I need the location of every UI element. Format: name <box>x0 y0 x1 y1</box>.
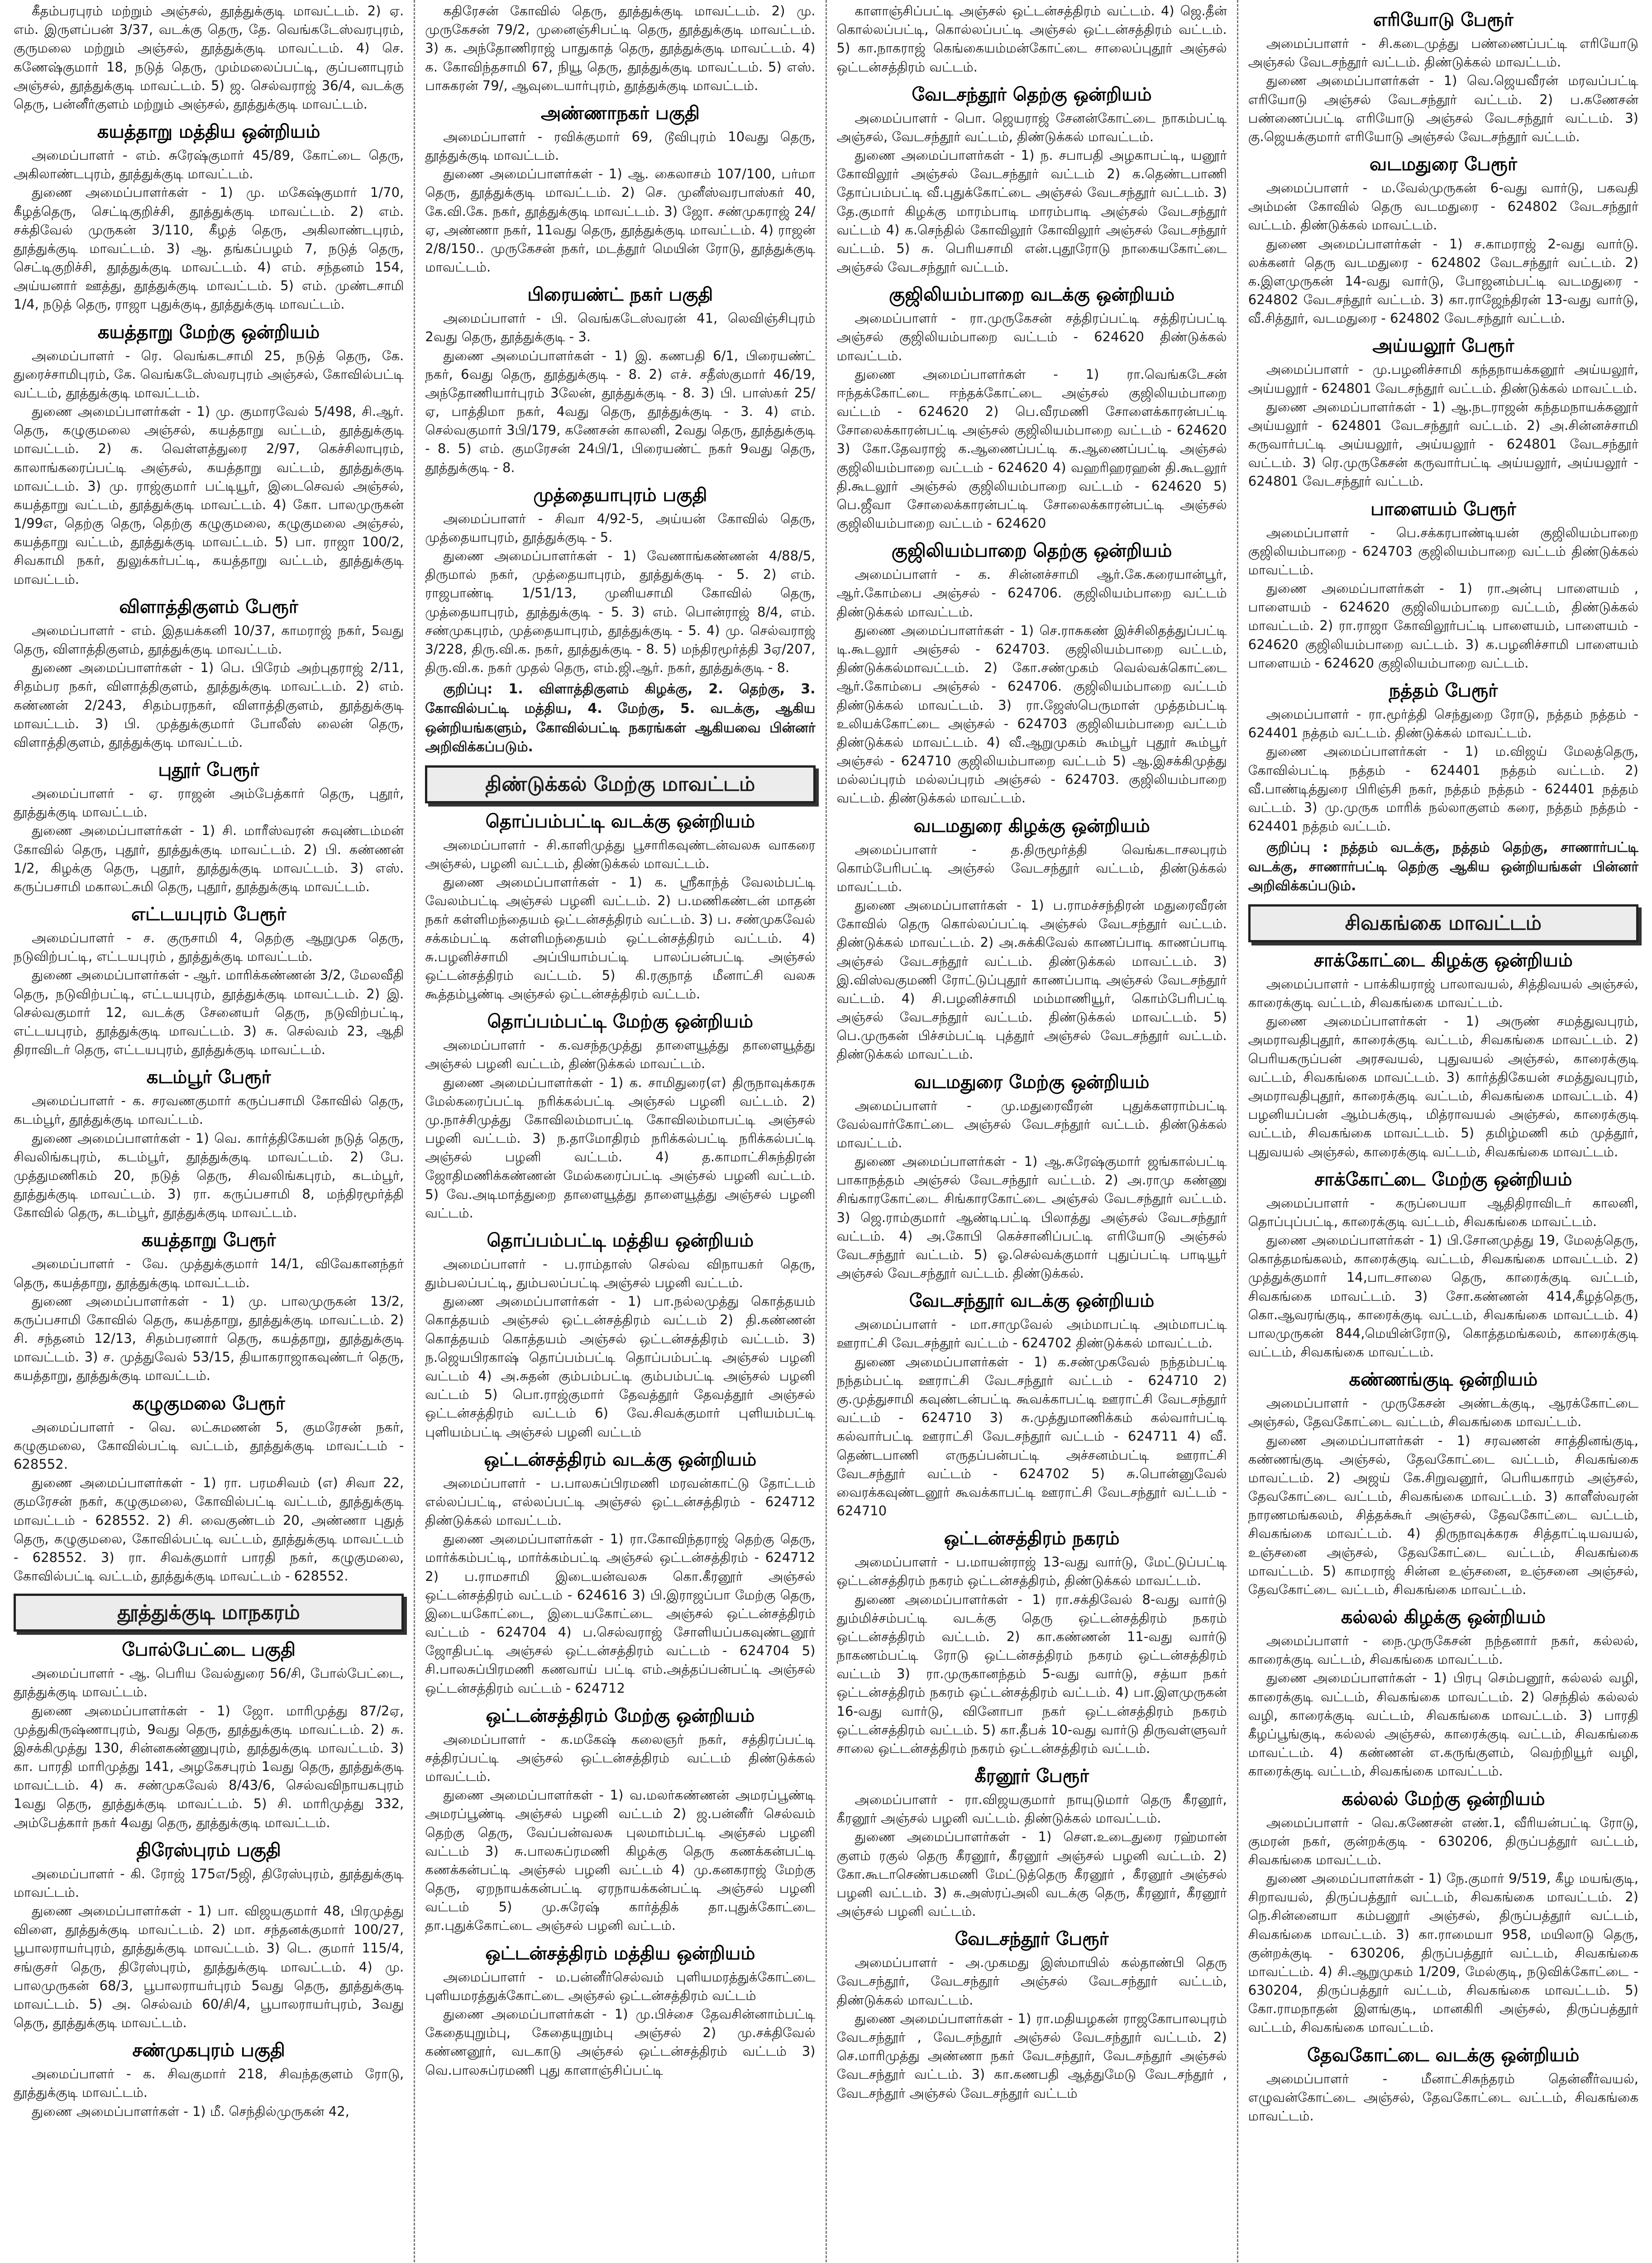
section <box>1248 497 1638 673</box>
body-paragraph: துணை அமைப்பாளர்கள் - 1) சரவணன் சாத்தினங்குடி, கண்ணங்குடி அஞ்சல், தேவகோட்டை வட்டம், சிவகங்கை மாவட்டம். 2) அஜய் கே.சிறுவனூர், பெரியகாரம் அஞ்சல், தேவகோட்டை வட்டம், சிவகங்கை மாவட்டம். 3) காளீஸ்வரன் நாரணமங்கலம், சித்தக்கூர் அஞ்சல், தேவகோட்டை வட்டம், சிவகங்கை மாவட்டம். 4) திருநாவுக்கரசு சித்தாட்டியவயல், உஞ்சனை அஞ்சல், தேவகோட்டை வட்டம், சிவகங்கை மாவட்டம். 5) காமராஜ் சின்ன உஞ்சனை, உஞ்சனை அஞ்சல், தேவகோட்டை வட்டம், சிவகங்கை மாவட்டம். <box>1248 1432 1638 1597</box>
body-paragraph: துணை அமைப்பாளர்கள் - 1) இ. கணபதி 6/1, பிரையண்ட் நகர், 6வது தெரு, தூத்துக்குடி - 8. 2) எச். சதீஸ்குமார் 46/19, அந்தோணியார்புரம் 3லேன், தூத்துக்குடி - 8. 3) பி. பாஸ்கர் 25/ஏ, பாத்திமா நகர், 4வது தெரு, தூத்துக்குடி - 3. 4) எம். செல்வகுமார் 3பி/179, கணேசன் காலனி, 2வது தெரு, தூத்துக்குடி - 8. 5) எம். குமரேசன் 24பி/1, பிரையண்ட் நகர் 9வது தெரு, தூத்துக்குடி - 8. <box>425 348 816 475</box>
section <box>425 810 815 1004</box>
section <box>425 1704 815 1935</box>
body-paragraph: துணை அமைப்பாளர்கள் - 1) சி. மாரீஸ்வரன் சுவுண்டம்மன் கோவில் தெரு, புதூர், தூத்துக்குடி மாவட்டம். 2) பி. கண்ணன் 1/2, கிழக்கு தெரு, புதூர், தூத்துக்குடி மாவட்டம். 3) எஸ். கருப்பசாமி மகாலட்சுமி தெரு, புதூர், தூத்துக்குடி மாவட்டம். <box>14 823 404 894</box>
body-paragraph: துணை அமைப்பாளர்கள் - 1) பி.சோனமுத்து 19, மேலத்தெரு, கொத்தமங்கலம், காரைக்குடி வட்டம், சிவகங்கை மாவட்டம். 2) முத்துக்குமார் 14,பாடசாலை தெரு, காரைக்குடி வட்டம், சிவகங்கை மாவட்டம். 3) சோ.கண்ணன் 414,கீழத்தெரு, கொ.ஆவரங்குடி, காரைக்குடி வட்டம், சிவகங்கை மாவட்டம். 4) பாலமுருகன் 844,மெயின்ரோடு, கொத்தமங்கலம், காரைக்குடி வட்டம், சிவகங்கை மாவட்டம். <box>1248 1232 1638 1360</box>
body-paragraph: அமைப்பாளர் - சி.கடைமுத்து பண்ணைப்பட்டி எரியோடு அஞ்சல் வேடசந்தூர் வட்டம். திண்டுக்கல் மாவட்டம். <box>1248 36 1638 70</box>
body-paragraph: துணை அமைப்பாளர்கள் - 1) வெ. கார்த்திகேயன் நடுத் தெரு, சிவலிங்கபுரம், கடம்பூர், தூத்துக்குடி மாவட்டம். 2) பே. முத்துமணிகம் 20, நடுத் தெரு, சிவலிங்கபுரம், கடம்பூர், தூத்துக்குடி மாவட்டம். 3) ரா. கருப்பசாமி 8, மந்திரமூர்த்தி கோவில் தெரு, கடம்பூர், தூத்துக்குடி மாவட்டம். <box>14 1130 404 1221</box>
body-paragraph: துணை அமைப்பாளர்கள் - 1) க. சாமிதுரை(எ) திருநாவுக்கரசு மேல்கரைப்பட்டி நரிக்கல்பட்டி அஞ்சல் பழனி வட்டம். 2) மு.நாச்சிமுத்து கோவிலம்மாபட்டி கோவிலம்மாபட்டி அஞ்சல் பழனி வட்டம். 3) ந.தாமோதிரம் நரிக்கல்பட்டி நரிக்கல்பட்டி அஞ்சல் பழனி வட்டம். 4) த.காமாட்சிசுந்திரன் ஜோதிமணிக்கண்ணன் மேல்கரைப்பட்டி அஞ்சல் பழனி வட்டம். 5) வே.அடிமாத்துறை தாளையூத்து தாளையூத்து அஞ்சல் பழனி வட்டம். <box>425 1074 816 1221</box>
body-paragraph: அமைப்பாளர் - ம.பன்னீர்செல்வம் புளியமரத்துக்கோட்டை புளியமரத்துக்கோட்டை அஞ்சல் ஒட்டன்சத்திரம் வட்டம் <box>425 1969 816 2003</box>
body-paragraph: அமைப்பாளர் - வே. முத்துக்குமார் 14/1, விவேகானந்தர் தெரு, கயத்தாறு, தூத்துக்குடி மாவட்டம். <box>14 1256 404 1290</box>
section-heading: வேடசந்தூர் பேரூர் <box>955 1929 1109 1950</box>
body-paragraph: அமைப்பாளர் - ப.பாலசுப்பிரமணி மரவன்காட்டு தோட்டம் எல்லப்பட்டி, எல்லப்பட்டி அஞ்சல் ஒட்டன்சத்திரம் - 624712 திண்டுக்கல் மாவட்டம். <box>425 1475 816 1528</box>
section <box>14 1392 404 1586</box>
section <box>425 283 815 477</box>
section-heading: அண்ணாநகர் பகுதி <box>540 102 700 124</box>
body-paragraph: அமைப்பாளர் - வெ.கணேசன் எண்.1, வீரியன்பட்டி ரோடு, குமரன் நகர், குன்றக்குடி - 630206, திருப்பத்தூர் வட்டம், சிவகங்கை மாவட்டம். <box>1248 1814 1638 1867</box>
section <box>1248 1787 1638 2037</box>
column-3 <box>826 0 1237 2263</box>
body-paragraph: துணை அமைப்பாளர்கள் - 1) பா.நல்லமுத்து கொத்தயம் கொத்தயம் அஞ்சல் ஒட்டன்சத்திரம் வட்டம் 2) தி.கண்ணன் கொத்தயம் கொத்தயம் அஞ்சல் ஒட்டன்சத்திரம் வட்டம். 3) ந.ஜெயபிரகாஷ் தொப்பம்பட்டி தொப்பம்பட்டி அஞ்சல் பழனி வட்டம் 4) அ.சுதன் கும்பம்பட்டி கும்பம்பட்டி அஞ்சல் பழனி வட்டம் 5) பொ.ராஜ்குமார் தேவத்தூர் தேவத்தூர் அஞ்சல் ஒட்டன்சத்திரம் வட்டம் 6) வே.சிவக்குமார் புளியம்பட்டி புளியம்பட்டி அஞ்சல் பழனி வட்டம் <box>425 1294 816 1440</box>
section <box>1248 838 1638 896</box>
body-paragraph: அமைப்பாளர் - பாக்கியராஜ் பாலாவயல், சித்திவயல் அஞ்சல், காரைக்குடி வட்டம், சிவகங்கை மாவட்டம். <box>1248 976 1638 1011</box>
section <box>1248 949 1638 1161</box>
section-heading: விளாத்திகுளம் பேரூர் <box>119 596 298 617</box>
body-paragraph: அமைப்பாளர் - ரா.விஜயகுமார் நாயுடுமார் தெரு கீரனூர், கீரனூர் அஞ்சல் பழனி வட்டம். திண்டுக்கல் மாவட்டம். <box>836 1792 1227 1826</box>
body-paragraph: அமைப்பாளர் - ப.ராம்தாஸ் செல்வ விநாயகர் தெரு, தும்பலப்பட்டி, தும்பலப்பட்டி அஞ்சல் பழனி வட்டம். <box>425 1256 816 1291</box>
body-paragraph: துணை அமைப்பாளர்கள் - 1) க.சண்முகவேல் நந்தம்பட்டி நந்தம்பட்டி ஊராட்சி வேடசந்தூர் வட்டம் - 624710 2) கு.முத்துசாமி கவுண்டன்பட்டி கூவக்காபட்டி ஊராட்சி வேடசந்தூர் வட்டம் - 624710 3) சு.முத்துமாணிக்கம் கல்வார்பட்டி கல்வார்பட்டி ஊராட்சி வேடசந்தூர் வட்டம் - 624711 4) வீ. தெண்டபாணி எருதப்பன்பட்டி அச்சனம்பட்டி ஊராட்சி வேடசந்தூர் வட்டம் - 624702 5) சு.பொன்னுவேல் வைரக்கவுண்டனூர் கூவக்காபட்டி ஊராட்சி வேடசந்தூர் வட்டம் - 624710 <box>836 1354 1227 1519</box>
section <box>14 1228 404 1385</box>
section <box>1248 1168 1638 1362</box>
section <box>14 1838 404 2033</box>
section <box>425 1448 815 1698</box>
body-paragraph: துணை அமைப்பாளர்கள் - 1) பெ. பிரேம் அற்புதராஜ் 2/11, சிதம்பர நகர், விளாத்திகுளம், தூத்துக்குடி மாவட்டம். 2) எம். கண்ணன் 2/243, சிதம்பரநகர், விளாத்திகுளம், தூத்துக்குடி மாவட்டம். 3) பி. முத்துக்குமார் போலீஸ் லைன் தெரு, விளாத்திகுளம், தூத்துக்குடி மாவட்டம். <box>14 660 404 750</box>
body-paragraph: அமைப்பாளர் - ச. குருசாமி 4, தெற்கு ஆறுமுக தெரு, நடுவிற்பட்டி, எட்டயபுரம் , தூத்துக்குடி மாவட்டம். <box>14 930 404 964</box>
section <box>425 483 815 678</box>
section <box>837 1927 1227 2102</box>
body-paragraph: அமைப்பாளர் - மீனாட்சிசுந்தரம் தென்னீர்வயல், எழுவன்கோட்டை அஞ்சல், தேவகோட்டை வட்டம், சிவகங்கை மாவட்டம். <box>1248 2071 1638 2124</box>
section-heading: பிரையண்ட் நகர் பகுதி <box>527 284 713 306</box>
section <box>837 283 1227 533</box>
body-paragraph: துணை அமைப்பாளர்கள் - 1) ஜோ. மாரிமுத்து 87/2ஏ, முத்துகிருஷ்ணாபுரம், 9வது தெரு, தூத்துக்குடி மாவட்டம். 2) சு. இசக்கிமுத்து 130, சின்னகண்ணுபுரம், தூத்துக்குடி மாவட்டம். 3) கா. பாரதி மாரிமுத்து 141, அழகேசபுரம் 1வது தெரு, தூத்துக்குடி மாவட்டம். 4) சு. சண்முகவேல் 8/43/6, செல்வவிநாயகபுரம் 1வது தெரு, தூத்துக்குடி மாவட்டம். 5) சி. மாரிமுத்து 332, அம்பேத்கார் நகர் 4வது தெரு, தூத்துக்குடி மாவட்டம். <box>14 1703 404 1830</box>
section <box>14 595 404 752</box>
section-heading: ஒட்டன்சத்திரம் நகரம் <box>944 1528 1120 1549</box>
section-heading: முத்தையாபுரம் பகுதி <box>533 484 707 506</box>
body-paragraph: அமைப்பாளர் - ஏ. ராஜன் அம்பேத்கார் தெரு, புதூர், தூத்துக்குடி மாவட்டம். <box>14 786 404 820</box>
section-heading: ஒட்டன்சத்திரம் மத்திய ஒன்றியம் <box>485 1943 755 1964</box>
section-heading: கழுகுமலை பேரூர் <box>132 1393 285 1414</box>
district-banner: தூத்துக்குடி மாநகரம் <box>14 1594 404 1632</box>
section <box>1248 2043 1638 2126</box>
section-heading: புதூர் பேரூர் <box>158 759 259 781</box>
section-heading: தொப்பம்பட்டி மேற்கு ஒன்றியம் <box>487 1011 754 1032</box>
section <box>14 2 404 114</box>
column-4 <box>1237 0 1648 2263</box>
section <box>425 2 815 95</box>
section-heading: பாளையம் பேரூர் <box>1370 498 1516 520</box>
section <box>14 320 404 589</box>
section-heading: கீரனூர் பேரூர் <box>974 1766 1089 1787</box>
body-paragraph: அமைப்பாளர் - எம். இதயக்கனி 10/37, காமராஜ் நகர், 5வது தெரு, விளாத்திகுளம், தூத்துக்குடி மாவட்டம். <box>14 622 404 657</box>
section-heading: எட்டயபுரம் பேரூர் <box>131 904 286 925</box>
body-paragraph: துணை அமைப்பாளர்கள் - 1) ரா. பரமசிவம் (எ) சிவா 22, குமரேசன் நகர், கழுகுமலை, கோவில்பட்டி வட்டம், தூத்துக்குடி மாவட்டம் - 628552. 2) சி. வைகுண்டம் 20, அண்ணா புதுத் தெரு, கழுகுமலை, கோவில்பட்டி வட்டம், தூத்துக்குடி மாவட்டம் - 628552. 3) ரா. சிவக்குமார் பாரதி நகர், கழுகுமலை, கோவில்பட்டி வட்டம், தூத்துக்குடி மாவட்டம் - 628552. <box>14 1475 404 1584</box>
section <box>1248 1605 1638 1781</box>
section-heading: கல்லல் மேற்கு ஒன்றியம் <box>1342 1788 1545 1809</box>
section <box>14 902 404 1059</box>
body-paragraph: துணை அமைப்பாளர்கள் - 1) வெ.ஜெயவீரன் மரவப்பட்டி எரியோடு அஞ்சல் வேடசந்தூர் வட்டம். 2) ப.கணேசன் பண்ணைப்பட்டி எரியோடு அஞ்சல் வேடசந்தூர் வட்டம். 3) கு.ஜெயக்குமார் எரியோடு அஞ்சல் வேடசந்தூர் வட்டம். <box>1248 73 1638 144</box>
body-paragraph: அமைப்பாளர் - பெ.சக்கரபாண்டியன் குஜிலியம்பாறை குஜிலியம்பாறை - 624703 குஜிலியம்பாறை வட்டம் திண்டுக்கல் மாவட்டம். <box>1248 525 1638 578</box>
body-paragraph: துணை அமைப்பாளர்கள் - 1) ரா.அன்பு பாளையம் , பாளையம் - 624620 குஜிலியம்பாறை வட்டம், திண்டுக்கல் மாவட்டம். 2) ரா.ராஜா கோவிலூர்பட்டி பாளையம், பாளையம் - 624620 குஜிலியம்பாறை வட்டம். 3) க.பழனிச்சாமி பாளையம் பாளையம் - 624620 குஜிலியம்பாறை வட்டம். <box>1248 581 1638 671</box>
section <box>1248 904 1638 942</box>
body-paragraph: அமைப்பாளர் - ரா.முருகேசன் சத்திரப்பட்டி சத்திரப்பட்டி அஞ்சல் குஜிலியம்பாறை வட்டம் - 624620 திண்டுக்கல் மாவட்டம். <box>836 310 1227 363</box>
section <box>425 1229 815 1442</box>
body-paragraph: அமைப்பாளர் - சி.காளிமுத்து பூசாரிகவுண்டன்வலசு வாகரை அஞ்சல், பழனி வட்டம், திண்டுக்கல் மாவட்டம். <box>425 837 816 871</box>
body-paragraph: துணை அமைப்பாளர்கள் - 1) மீ. செந்தில்முருகன் 42, <box>32 2103 349 2119</box>
body-paragraph: துணை அமைப்பாளர்கள் - 1) ரா.கோவிந்தராஜ் தெற்கு தெரு, மார்க்கம்பட்டி, மார்க்கம்பட்டி அஞ்சல் ஒட்டன்சத்திரம் - 624712 2) ப.ராமசாமி இடையன்வலசு கொ.கீரனூர் அஞ்சல் ஒட்டன்சத்திரம் வட்டம் - 624616 3) பி.இராஜப்பா மேற்கு தெரு, இடையகோட்டை, இடையகோட்டை அஞ்சல் ஒட்டன்சத்திரம் வட்டம் - 624704 4) ப.செல்வராஜ் சோளியப்பகவுண்டனூர் ஜோதிபட்டி அஞ்சல் ஒட்டன்சத்திரம் வட்டம் - 624704 5) சி.பாலசுப்பிரமணி கணவாய் பட்டி எம்.அத்தப்பன்பட்டி அஞ்சல் ஒட்டன்சத்திரம் வட்டம் - 624712 <box>425 1531 816 1696</box>
body-paragraph: துணை அமைப்பாளர்கள் - 1) ப.ராமச்சந்திரன் மதுரைவீரன் கோவில் தெரு கொல்லப்பட்டி அஞ்சல் வேடசந்தூர் வட்டம். திண்டுக்கல் மாவட்டம். 2) அ.சுக்கிவேல் காணப்பாடி காணப்பாடி அஞ்சல் வேடசந்தூர் வட்டம். திண்டுக்கல் மாவட்டம். 3) இ.விஸ்வகுமணி ரோட்டுப்புதூர் காணப்பாடி அஞ்சல் வேடசந்தூர் வட்டம். 4) சி.பழனிச்சாமி மம்மாணியூர், கொம்பேரிபட்டி அஞ்சல் வேடசந்தூர் வட்டம். திண்டுக்கல் மாவட்டம். 5) பெ.முருகன் பிச்சம்பட்டி புத்தூர் அஞ்சல் வேடசந்தூர் வட்டம். திண்டுக்கல் மாவட்டம். <box>836 898 1227 1062</box>
section-heading: வடமதுரை மேற்கு ஒன்றியம் <box>914 1071 1150 1093</box>
body-paragraph: துணை அமைப்பாளர்கள் - 1) ரா.வெங்கடேசன் ஈந்தக்கோட்டை ஈந்தக்கோட்டை அஞ்சல் குஜிலியம்பாறை வட்டம் - 624620 2) பெ.வீரமணி சோளைக்காரன்பட்டி சோலைக்காரன்பட்டி அஞ்சல் குஜிலியம்பாறை வட்டம் - 624620 3) கோ.தேவராஜ் க.ஆணைப்பட்டி க.ஆணைப்பட்டி அஞ்சல் குஜிலியம்பாறை வட்டம் - 624620 4) வஹரிஹரஹன் தி.கூடலூர் தி.கூடலூர் அஞ்சல் குஜிலியம்பாறை வட்டம் - 624620 5) பெ.ஜீவா சோலைக்காரன்பட்டி சோலைக்காரன்பட்டி அஞ்சல் குஜிலியம்பாறை வட்டம் - 624620 <box>836 366 1227 531</box>
note-paragraph: குறிப்பு : நத்தம் வடக்கு, நத்தம் தெற்கு, சாணார்பட்டி வடக்கு, சாணார்பட்டி தெற்கு ஆகிய ஒன்றியங்கள் பின்னர் அறிவிக்கப்படும். <box>1248 840 1638 894</box>
section-heading: போல்பேட்டை பகுதி <box>122 1639 296 1661</box>
section <box>1248 334 1638 491</box>
section <box>1248 1368 1638 1599</box>
body-paragraph: அமைப்பாளர் - க. சிவகுமார் 218, சிவந்தகுளம் ரோடு, தூத்துக்குடி மாவட்டம். <box>14 2066 404 2101</box>
body-paragraph: துணை அமைப்பாளர்கள் - 1) ரா.சக்திவேல் 8-வது வார்டு தும்மிச்சம்பட்டி வடக்கு தெரு ஒட்டன்சத்திரம் நகரம் ஒட்டன்சத்திரம் வட்டம். 2) கா.கண்ணன் 11-வது வார்டு நாகணம்பட்டி ரோடு ஒட்டன்சத்திரம் நகரம் ஒட்டன்சத்திரம் வட்டம் 3) ரா.முருகானந்தம் 5-வது வார்டு, சத்யா நகர் ஒட்டன்சத்திரம் நகரம் ஒட்டன்சத்திரம் வட்டம். 4) பா.இளமுருகன் 16-வது வார்டு, வினோபா நகர் ஒட்டன்சத்திரம் நகரம் ஒட்டன்சத்திரம் வட்டம். 5) கா.தீபக் 10-வது வார்டு திருவள்ளுவர் சாலை ஒட்டன்சத்திரம் நகரம் ஒட்டன்சத்திரம் வட்டம். <box>836 1591 1227 1756</box>
body-paragraph: துணை அமைப்பாளர்கள் - 1) ச.காமராஜ் 2-வது வார்டு. லக்கனர் தெரு வடமதுரை - 624802 வேடசந்தூர் வட்டம். 2) க.இளமுருகன் 14-வது வார்டு, போஜனம்பட்டி வடமதுரை - 624802 வேடசந்தூர் வட்டம். 3) கா.ராஜேந்திரன் 13-வது வார்டு, வீ.சித்தூர், வடமதுரை - 624802 வேடசந்தூர் வட்டம். <box>1248 236 1638 326</box>
section-heading: வேடசந்தூர் வடக்கு ஒன்றியம் <box>909 1290 1155 1312</box>
body-paragraph: துணை அமைப்பாளர்கள் - 1) மு. மகேஷ்குமார் 1/70, கீழத்தெரு, செட்டிகுறிச்சி, தூத்துக்குடி மாவட்டம். 2) எம். சக்திவேல் முருகன் 3/110, கீழத் தெரு, அகிலாண்டபுரம், தூத்துக்குடி மாவட்டம். 3) ஆ. தங்கப்பழம் 7, நடுத் தெரு, செட்டிகுறிச்சி, தூத்துக்குடி மாவட்டம். 4) எம். சந்தனம் 154, அய்யனார் ஊத்து, தூத்துக்குடி மாவட்டம். 5) எம். முண்டசாமி 1/4, நடுத் தெரு, ராஜா புதுக்குடி, தூத்துக்குடி மாவட்டம். <box>14 185 404 312</box>
body-paragraph: அமைப்பாளர் - பொ. ஜெயராஜ் சேனன்கோட்டை நாகம்பட்டி அஞ்சல், வேடசந்தூர் வட்டம், திண்டுக்கல் மாவட்டம். <box>836 110 1227 144</box>
body-paragraph: அமைப்பாளர் - மு.பழனிச்சாமி கந்தநாயக்கனூர் அய்யலூர், அய்யலூர் - 624801 வேடசந்தூர் வட்டம். திண்டுக்கல் மாவட்டம். <box>1248 362 1638 396</box>
section-heading: வடமதுரை பேரூர் <box>1369 154 1517 175</box>
section <box>837 1289 1227 1520</box>
section-heading: அய்யலூர் பேரூர் <box>1372 335 1514 357</box>
body-paragraph: அமைப்பாளர் - வெ. லட்சுமணன் 5, குமரேசன் நகர், கழுகுமலை, கோவில்பட்டி வட்டம், தூத்துக்குடி மாவட்டம் - 628552. <box>14 1419 404 1472</box>
section <box>425 1942 815 2080</box>
section-heading: கல்லல் கிழக்கு ஒன்றியம் <box>1341 1607 1546 1628</box>
section <box>14 1638 404 1832</box>
body-paragraph: அமைப்பாளர் - த.திருமூர்த்தி வெங்கடாசலபுரம் கொம்பேரிபட்டி அஞ்சல் வேடசந்தூர் வட்டம், திண்டுக்கல் மாவட்டம். <box>836 841 1227 894</box>
section <box>837 1764 1227 1921</box>
column-2 <box>414 0 825 2263</box>
body-paragraph: அமைப்பாளர் - க. சரவணகுமார் கருப்பசாமி கோவில் தெரு, கடம்பூர், தூத்துக்குடி மாவட்டம். <box>14 1093 404 1127</box>
body-paragraph: துணை அமைப்பாளர்கள் - 1) ம.விஜய் மேலத்தெரு, கோவில்பட்டி நத்தம் - 624401 நத்தம் வட்டம். 2) வீ.பாண்டித்துரை பிரிஞ்சி நகர், நத்தம் நத்தம் - 624401 நத்தம் வட்டம். 3) மு.முருக மாரிக் நல்லாகுளம் கரை, நத்தம் நத்தம் - 624401 நத்தம் வட்டம். <box>1248 744 1638 834</box>
body-paragraph: துணை அமைப்பாளர்கள் - 1) அருண் சமத்துவபுரம், அமராவதிபுதூர், காரைக்குடி வட்டம், சிவகங்கை மாவட்டம். 2) பெரியகருப்பன் அரசவயல், புதுவயல் அஞ்சல், காரைக்குடி வட்டம், சிவகங்கை மாவட்டம். 3) கார்த்திகேயன் சமத்துவபுரம், அமராவதிபுதூர், காரைக்குடி வட்டம், சிவகங்கை மாவட்டம். 4) பழனியப்பன் ஆம்பக்குடி, மித்ராவயல் அஞ்சல், காரைக்குடி வட்டம், சிவகங்கை மாவட்டம். 5) தமிழ்மணி கம் முத்தூர், புதுவயல் அஞ்சல், காரைக்குடி வட்டம், சிவகங்கை மாவட்டம். <box>1248 1013 1638 1160</box>
section-heading: கயத்தாறு பேரூர் <box>141 1230 276 1251</box>
section <box>1248 679 1638 835</box>
section-heading: கண்ணங்குடி ஒன்றியம் <box>1349 1369 1538 1390</box>
section <box>837 814 1227 1064</box>
body-paragraph: அமைப்பாளர் - க.வசந்தமுத்து தாளையூத்து தாளையூத்து அஞ்சல் பழனி வட்டம், திண்டுக்கல் மாவட்டம். <box>425 1037 816 1072</box>
body-paragraph: கீதம்பரபுரம் மற்றும் அஞ்சல், தூத்துக்குடி மாவட்டம். 2) ஏ. எம். இருளப்பன் 3/37, வடக்கு தெரு, தே. வெங்கடேஸ்வரபுரம், குருமலை மற்றும் அஞ்சல், தூத்துக்குடி மாவட்டம். 4) செ. கணேஷ்குமார் 18, நடுத் தெரு, மும்மலைப்பட்டி, குப்பனாபுரம் அஞ்சல், தூத்துக்குடி மாவட்டம். 5) ஜ. செல்வராஜ் 36/4, வடக்கு தெரு, பன்னீர்குளம் மற்றும் அஞ்சல், தூத்துக்குடி மாவட்டம். <box>14 3 404 112</box>
section <box>837 1527 1227 1758</box>
body-paragraph: அமைப்பாளர் - கருப்பையா ஆதிதிராவிடர் காலனி, தொப்புப்பட்டி, காரைக்குடி வட்டம், சிவகங்கை மாவட்டம். <box>1248 1195 1638 1229</box>
section-heading: குஜிலியம்பாறை வடக்கு ஒன்றியம் <box>889 284 1175 306</box>
section-heading: ஒட்டன்சத்திரம் மேற்கு ஒன்றியம் <box>486 1705 755 1726</box>
body-paragraph: அமைப்பாளர் - ரவிக்குமார் 69, டூவிபுரம் 10வது தெரு, தூத்துக்குடி மாவட்டம். <box>425 129 816 163</box>
body-paragraph: அமைப்பாளர் - ப.மாயன்ராஜ் 13-வது வார்டு, மேட்டுப்பட்டி ஒட்டன்சத்திரம் நகரம் ஒட்டன்சத்திரம், திண்டுக்கல் மாவட்டம். <box>836 1554 1227 1589</box>
body-paragraph: அமைப்பாளர் - பி. வெங்கடேஸ்வரன் 41, லெவிஞ்சிபுரம் 2வது தெரு, தூத்துக்குடி - 3. <box>425 310 816 345</box>
section-heading: வேடசந்தூர் தெற்கு ஒன்றியம் <box>912 84 1152 105</box>
body-paragraph: அமைப்பாளர் - கி. ரோஜ் 175எ/5ஜி, திரேஸ்புரம், தூத்துக்குடி மாவட்டம். <box>14 1866 404 1900</box>
note-paragraph: குறிப்பு: 1. விளாத்திகுளம் கிழக்கு, 2. தெற்கு, 3. கோவில்பட்டி மத்திய, 4. மேற்கு, 5. வடக்கு, ஆகிய ஒன்றியங்களும், கோவில்பட்டி நகரங்கள் ஆகியவை பின்னர் அறிவிக்கப்படும். <box>425 681 816 755</box>
body-paragraph: துணை அமைப்பாளர்கள் - 1) செ.ராசுகண் இச்சிலிதத்துப்பட்டி டி.கூடலூர் அஞ்சல் - 624703. குஜிலியம்பாறை வட்டம், திண்டுக்கல்மாவட்டம். 2) கோ.சண்முகம் வெல்வக்கொட்டை ஆர்.கோம்பை அஞ்சல் - 624706. குஜிலியம்பாறை வட்டம் திண்டுக்கல் மாவட்டம். 3) ரா.ஜேஸ்பெருமாள் முத்தம்பட்டி உலியக்கோட்டை அஞ்சல் - 624703 குஜிலியம்பாறை வட்டம் திண்டுக்கல் மாவட்டம். 4) வீ.ஆறுமுகம் கூம்பூர் புதூர் கூம்பூர் அஞ்சல் - 624710 குஜிலியம்பாறை வட்டம் 5) ஆ.இசக்கிமுத்து மல்லப்புரம் மல்லப்புரம் அஞ்சல் - 624703. குஜிலியம்பாறை வட்டம். திண்டுக்கல் மாவட்டம். <box>836 622 1227 806</box>
section <box>14 1594 404 1632</box>
section <box>837 2 1227 76</box>
body-paragraph: அமைப்பாளர் - ரெ. வெங்கடசாமி 25, நடுத் தெரு, கே. துரைச்சாமிபுரம், கே. வெங்கடேஸ்வரபுரம் அஞ்சல், கோவில்பட்டி வட்டம், தூத்துக்குடி மாவட்டம். <box>14 348 404 401</box>
body-paragraph: துணை அமைப்பாளர்கள் - 1) செள.உடைதுரை ரஹ்மான் குளம் ரகுல் தெரு கீரனூர், கீரனூர் அஞ்சல் பழனி வட்டம். 2) கோ.கூடாசெண்பகமணி மேட்டுத்தெரு கீரனூர் , கீரனூர் அஞ்சல் பழனி வட்டம். 3) சு.அஸ்ரப்அலி வடக்கு தெரு, கீரனூர், கீரனூர் அஞ்சல் பழனி வட்டம். <box>836 1829 1227 1919</box>
section-heading: தேவகோட்டை வடக்கு ஒன்றியம் <box>1307 2044 1580 2066</box>
district-banner: திண்டுக்கல் மேற்கு மாவட்டம் <box>425 765 815 803</box>
body-paragraph: துணை அமைப்பாளர்கள் - 1) மு. பாலமுருகன் 13/2, கருப்பசாமி கோவில் தெரு, கயத்தாறு, தூத்துக்குடி மாவட்டம். 2) சி. சந்தனம் 12/13, சிதம்பரனார் தெரு, கயத்தாறு, தூத்துக்குடி மாவட்டம். 3) ச. முத்துவேல் 53/15, தியாகராஜாகவுண்டர் தெரு, கயத்தாறு, தூத்துக்குடி மாவட்டம். <box>14 1293 404 1384</box>
section <box>425 680 815 757</box>
section-heading: நத்தம் பேரூர் <box>1389 680 1498 701</box>
section <box>425 101 815 277</box>
body-paragraph: துணை அமைப்பாளர்கள் - 1) ரா.மதியழகன் ராஜகோபாலபுரம் வேடசந்தூர் , வேடசந்தூர் அஞ்சல் வேடசந்தூர் வட்டம். 2) செ.மாரிமுத்து அண்ணா நகர் வேடசந்தூர், வேடசந்தூர் அஞ்சல் வேடசந்தூர் வட்டம். 3) கா.கணபதி ஆத்துமேடு வேடசந்தூர் , வேடசந்தூர் அஞ்சல் வேடசந்தூர் வட்டம் <box>836 2010 1227 2101</box>
section-heading: கயத்தாறு மத்திய ஒன்றியம் <box>97 121 320 143</box>
body-paragraph: துணை அமைப்பாளர்கள் - 1) க. ஸ்ரீகாந்த் வேலம்பட்டி வேலம்பட்டி அஞ்சல் பழனி வட்டம். 2) ப.மணிகண்டன் மாதன் நகர் கள்ளிமந்தையம் ஒட்டன்சத்திரம் வட்டம். 3) ப. சண்முகவேல் சக்கம்பட்டி கள்ளிமந்தையம் ஒட்டன்சத்திரம் வட்டம். 4) சு.பழனிச்சாமி அப்பியாம்பட்டி பாலப்பன்பட்டி அஞ்சல் ஒட்டன்சத்திரம் வட்டம். 5) கி.ரகுநாத் மீனாட்சி வலசு கூத்தம்பூண்டி அஞ்சல் ஒட்டன்சத்திரம் வட்டம். <box>425 874 816 1002</box>
body-paragraph: அமைப்பாளர் - ம.வேல்முருகன் 6-வது வார்டு, பகவதி அம்மன் கோவில் தெரு வடமதுரை - 624802 வேடசந்தூர் வட்டம். திண்டுக்கல் மாவட்டம். <box>1248 180 1638 233</box>
body-paragraph: அமைப்பாளர் - நை.முருகேசன் நந்தனார் நகர், கல்லல், காரைக்குடி வட்டம், சிவகங்கை மாவட்டம். <box>1248 1633 1638 1667</box>
body-paragraph: துணை அமைப்பாளர்கள் - ஆர். மாரிக்கண்ணன் 3/2, மேலவீதி தெரு, நடுவிற்பட்டி, எட்டயபுரம், தூத்துக்குடி மாவட்டம். 2) இ. செல்வகுமார் 12, வடக்கு சேனையர் தெரு, நடுவிற்பட்டி, எட்டயபுரம், தூத்துக்குடி மாவட்டம். 3) சு. செல்வம் 23, ஆதி திராவிடர் தெரு, எட்டயபுரம், தூத்துக்குடி மாவட்டம். <box>14 967 404 1058</box>
section-heading: எரியோடு பேரூர் <box>1373 10 1514 30</box>
section-heading: சாக்கோட்டை கிழக்கு ஒன்றியம் <box>1313 950 1573 971</box>
body-paragraph: காளாஞ்சிப்பட்டி அஞ்சல் ஒட்டன்சத்திரம் வட்டம். 4) ஜெ.தீன் கொல்லப்பட்டி, கொல்லப்பட்டி அஞ்சல் ஒட்டன்சத்திரம் வட்டம். 5) கா.நாகராஜ் கெங்கையம்மன்கோட்டை சாலைப்புதூர் அஞ்சல் ஒட்டன்சத்திரம் வட்டம். <box>836 3 1227 75</box>
body-paragraph: துணை அமைப்பாளர்கள் - 1) ஆ. கைலாசம் 107/100, பர்மா தெரு, தூத்துக்குடி மாவட்டம். 2) செ. முனீஸ்வரபாஸ்கர் 40, கே.வி.கே. நகர், தூத்துக்குடி மாவட்டம். 3) ஜோ. சண்முகராஜ் 24/ஏ, அண்ணா நகர், 11வது தெரு, தூத்துக்குடி மாவட்டம். 4) ராஜன் 2/8/150.. முருகேசன் நகர், மடத்தூர் மெயின் ரோடு, தூத்துக்குடி மாவட்டம். <box>425 166 816 275</box>
body-paragraph: அமைப்பாளர் - முருகேசன் அண்டக்குடி, ஆரக்கோட்டை அஞ்சல், தேவகோட்டை வட்டம், சிவகங்கை மாவட்டம். <box>1248 1395 1638 1430</box>
section <box>14 120 404 314</box>
body-paragraph: துணை அமைப்பாளர்கள் - 1) மு.பிச்சை தேவசின்னாம்பட்டி கேதையுறும்பு, கேதையுறும்பு அஞ்சல் 2) மு.சக்திவேல் கண்ணனூர், வடகாடு அஞ்சல் ஒட்டன்சத்திரம் வட்டம் 3) வெ.பாலசுப்ரமணி புது காளாஞ்சிப்பட்டி <box>425 2006 816 2078</box>
body-paragraph: அமைப்பாளர் - க. சின்னச்சாமி ஆர்.கே.கரையான்பூர், ஆர்.கோம்பை அஞ்சல் - 624706. குஜிலியம்பாறை வட்டம் திண்டுக்கல் மாவட்டம். <box>836 567 1227 620</box>
section-heading: திரேஸ்புரம் பகுதி <box>136 1839 281 1861</box>
district-banner: சிவகங்கை மாவட்டம் <box>1248 904 1638 942</box>
body-paragraph: துணை அமைப்பாளர்கள் - 1) ந. சபாபதி அழகாபட்டி, யனூர் கோவிலூர் அஞ்சல் வேடசந்தூர் வட்டம் 2) க.தெண்டபாணி தோப்பம்பட்டி வீ.புதுக்கோட்டை அஞ்சல் வேடசந்தூர் வட்டம். 3) தே.குமார் கிழக்கு மாரம்பாடி மாரம்பாடி அஞ்சல் வேடசந்தூர் வட்டம் 4) க.செந்தில் கோவிலூர் கோவிலூர் அஞ்சல் வேடசந்தூர் வட்டம். 5) சு. பெரியசாமி என்.புதூரோடு நாகையகோட்டை அஞ்சல் வேடசந்தூர் வட்டம். <box>836 148 1227 275</box>
body-paragraph: கதிரேசன் கோவில் தெரு, தூத்துக்குடி மாவட்டம். 2) மு. முருகேசன் 79/2, முனைஞ்சிபட்டி தெரு, தூத்துக்குடி மாவட்டம். 3) க. அந்தோணிராஜ் பாதுகாத் தெரு, தூத்துக்குடி மாவட்டம். 4) க. கோவிந்தசாமி 67, நியூ தெரு, தூத்துக்குடி மாவட்டம். 5) எஸ். பாசுகரன் 79/, ஆவுடையார்புரம், தூத்துக்குடி மாவட்டம். <box>425 3 816 93</box>
body-paragraph: துணை அமைப்பாளர்கள் - 1) ஆ.நடராஜன் கந்தமநாயக்கனூர் அய்யலூர் - 624801 வேடசந்தூர் வட்டம். 2) அ.சின்னச்சாமி கருவார்பட்டி அய்யலூர், அய்யலூர் - 624801 வேடசந்தூர் வட்டம். 3) ரெ.முருகேசன் கருவார்பட்டி அய்யலூர், அய்யலூர் - 624801 வேடசந்தூர் வட்டம். <box>1248 399 1638 489</box>
body-paragraph: துணை அமைப்பாளர்கள் - 1) ஆ.சுரேஷ்குமார் ஜங்கால்பட்டி பாகாநத்தம் அஞ்சல் வேடசந்தூர் வட்டம். 2) அ.ராமு கண்ணு சிங்காரகோட்டை சிங்காரகோட்டை அஞ்சல் வேடசந்தூர் வட்டம். 3) ஜெ.ராம்குமார் ஆண்டிபட்டி பிலாத்து அஞ்சல் வேடசந்தூர் வட்டம். 4) அ.கோபி கெச்சானிப்பட்டி எரியோடு அஞ்சல் வேடசந்தூர் வட்டம். 5) ஓ.செல்வக்குமார் புதுப்பட்டி பாடியூர் அஞ்சல் வேடசந்தூர் வட்டம். திண்டுக்கல். <box>836 1154 1227 1281</box>
section <box>1248 153 1638 328</box>
section-heading: கயத்தாறு மேற்கு ஒன்றியம் <box>97 321 320 343</box>
section <box>425 765 815 803</box>
body-paragraph: அமைப்பாளர் - ஆ. பெரிய வேல்துரை 56/சி, போல்பேட்டை, தூத்துக்குடி மாவட்டம். <box>14 1666 404 1700</box>
body-paragraph: அமைப்பாளர் - ரா.மூர்த்தி செந்துறை ரோடு, நத்தம் நத்தம் - 624401 நத்தம் வட்டம். திண்டுக்கல் மாவட்டம். <box>1248 706 1638 741</box>
column-1 <box>4 0 414 2263</box>
body-paragraph: அமைப்பாளர் - அ.முகமது இஸ்மாயில் கல்தாண்பி தெரு வேடசந்தூர், வேடசந்தூர் அஞ்சல் வேடசந்தூர் வட்டம், திண்டுக்கல் மாவட்டம். <box>836 1955 1227 2008</box>
section <box>425 1010 815 1222</box>
body-paragraph: துணை அமைப்பாளர்கள் - 1) பா. விஜயகுமார் 48, பிரமுத்து விளை, தூத்துக்குடி மாவட்டம். 2) மா. சந்தனக்குமார் 100/27, பூபாலராயர்புரம், தூத்துக்குடி மாவட்டம். 3) டெ. குமார் 115/4, சங்குசர் தெரு, திரேஸ்புரம், தூத்துக்குடி மாவட்டம். 4) மு. பாலமுருகன் 68/3, பூபாலராயர்புரம் 5வது தெரு, தூத்துக்குடி மாவட்டம். 5) அ. செல்வம் 60/சி/4, பூபாலராயர்புரம், 3வது தெரு, தூத்துக்குடி மாவட்டம். <box>14 1903 404 2031</box>
section <box>1248 8 1638 146</box>
section-heading: குஜிலியம்பாறை தெற்கு ஒன்றியம் <box>891 540 1172 562</box>
section-heading: சண்முகபுரம் பகுதி <box>132 2040 285 2061</box>
body-paragraph: துணை அமைப்பாளர்கள் - 1) மு. குமாரவேல் 5/498, சி.ஆர். தெரு, கழுகுமலை அஞ்சல், கயத்தாறு வட்டம், தூத்துக்குடி மாவட்டம். 2) க. வெள்ளத்துரை 2/97, கெச்சிலாபுரம், காலாங்கரைப்பட்டி அஞ்சல், கயத்தாறு வட்டம், தூத்துக்குடி மாவட்டம். 3) மு. ராஜ்குமார் பட்டியூர், இடைசெவல் அஞ்சல், கயத்தாறு வட்டம், தூத்துக்குடி மாவட்டம். 4) கோ. பாலமுருகன் 1/99எ, தெற்கு தெரு, தெற்கு கழுகுமலை, கழுகுமலை அஞ்சல், கயத்தாறு வட்டம், தூத்துக்குடி மாவட்டம். 5) பா. ராஜா 100/2, சிவகாமி நகர், துலுக்கர்பட்டி, கயத்தாறு வட்டம், தூத்துக்குடி மாவட்டம். <box>14 404 404 587</box>
section <box>14 1065 404 1222</box>
body-paragraph: அமைப்பாளர் - எம். சுரேஷ்குமார் 45/89, கோட்டை தெரு, அகிலாண்டபுரம், தூத்துக்குடி மாவட்டம். <box>14 148 404 182</box>
section <box>837 539 1227 807</box>
body-paragraph: அமைப்பாளர் - க.மகேஷ் கலைஞர் நகர், சத்திரப்பட்டி சத்திரப்பட்டி அஞ்சல் ஒட்டன்சத்திரம் வட்டம் திண்டுக்கல் மாவட்டம். <box>425 1731 816 1785</box>
body-paragraph: அமைப்பாளர் - மு.மதுரைவீரன் புதுக்களராம்பட்டி வேல்வார்கோட்டை அஞ்சல் வேடசந்தூர் வட்டம். திண்டுக்கல் மாவட்டம். <box>836 1098 1227 1151</box>
body-paragraph: துணை அமைப்பாளர்கள் - 1) பிரபு செம்பனூர், கல்லல் வழி, காரைக்குடி வட்டம், சிவகங்கை மாவட்டம். 2) செந்தில் கல்லல் வழி, காரைக்குடி வட்டம், சிவகங்கை மாவட்டம். 3) பாரதி கீழப்பூங்குடி, கல்லல் அஞ்சல், காரைக்குடி வட்டம், சிவகங்கை மாவட்டம். 4) கண்ணன் எ.கருங்குளம், வெற்றியூர் வழி, காரைக்குடி வட்டம், சிவகங்கை மாவட்டம். <box>1248 1670 1638 1779</box>
section-heading: வடமதுரை கிழக்கு ஒன்றியம் <box>913 815 1150 836</box>
body-paragraph: துணை அமைப்பாளர்கள் - 1) வேணாங்கண்ணன் 4/88/5, திருமால் நகர், முத்தையாபுரம், தூத்துக்குடி - 5. 2) எம். ராஜபாண்டி 1/51/13, முனியசாமி கோவில் தெரு, முத்தையாபுரம், தூத்துக்குடி - 5. 3) எம். பொன்ராஜ் 8/4, எம். சண்முகபுரம், முத்தையாபுரம், தூத்துக்குடி - 5. 4) மு. செல்வராஜ் 3/228, திரு.வி.க. நகர், தூத்துக்குடி - 8. 5) மந்திரமூர்த்தி 3ஏ/207, திரு.வி.க. நகர் முதல் தெரு, எம்.ஜி.ஆர். நகர், தூத்துக்குடி - 8. <box>425 548 816 676</box>
section <box>837 83 1227 277</box>
section-heading: சாக்கோட்டை மேற்கு ஒன்றியம் <box>1314 1169 1572 1190</box>
section <box>14 758 404 896</box>
body-paragraph: துணை அமைப்பாளர்கள் - 1) வ.மலர்கண்ணன் அமரப்பூண்டி அமரப்பூண்டி அஞ்சல் பழனி வட்டம் 2) ஜ.பன்னீர் செல்வம் தெற்கு தெரு, வேப்பன்வலசு புலமாம்பட்டி அஞ்சல் பழனி வட்டம் 3) சு.பாலசுப்ரமணி கிழக்கு தெரு கணக்கன்பட்டி கணக்கன்பட்டி அஞ்சல் பழனி வட்டம் 4) மு.கனகராஜ் மேற்கு தெரு, ஏறநாயக்கன்பட்டி ஏரநாயக்கன்பட்டி அஞ்சல் பழனி வட்டம் 5) மு.சுரேஷ் கார்த்திக் தா.புதுக்கோட்டை தா.புதுக்கோட்டை அஞ்சல் பழனி வட்டம். <box>425 1787 816 1934</box>
body-paragraph: அமைப்பாளர் - சிவா 4/92-5, அய்யன் கோவில் தெரு, முத்தையாபுரம், தூத்துக்குடி - 5. <box>425 511 816 545</box>
section-heading: ஒட்டன்சத்திரம் வடக்கு ஒன்றியம் <box>484 1449 757 1470</box>
section-heading: தொப்பம்பட்டி வடக்கு ஒன்றியம் <box>485 811 755 832</box>
section-heading: தொப்பம்பட்டி மத்திய ஒன்றியம் <box>487 1230 754 1251</box>
body-paragraph: அமைப்பாளர் - மா.சாமுவேல் அம்மாபட்டி அம்மாபட்டி ஊராட்சி வேடசந்தூர் வட்டம் - 624702 திண்டுக்கல் மாவட்டம். <box>836 1317 1227 1351</box>
section <box>837 1070 1227 1283</box>
section-heading: கடம்பூர் பேரூர் <box>146 1067 271 1088</box>
section <box>14 2039 404 2121</box>
body-paragraph: துணை அமைப்பாளர்கள் - 1) நே.குமார் 9/519, கீழ மயங்குடி, சிறாவயல், திருப்பத்தூர் வட்டம், சிவகங்கை மாவட்டம். 2) நெ.சின்னையா கம்பனூர் அஞ்சல், திருப்பத்தூர் வட்டம், சிவகங்கை மாவட்டம். 3) கா.ராமையா 958, மயிலாடு தெரு, குன்றக்குடி - 630206, திருப்பத்தூர் வட்டம், சிவகங்கை மாவட்டம். 4) சி.ஆறுமுகம் 1/209, மேல்குடி, நடுவிக்கோட்டை - 630204, திருப்பத்தூர் வட்டம், சிவகங்கை மாவட்டம். 5) கோ.ராமநாதன் இளங்குடி, மானகிரி அஞ்சல், திருப்பத்தூர் வட்டம், சிவகங்கை மாவட்டம். <box>1248 1871 1638 2035</box>
